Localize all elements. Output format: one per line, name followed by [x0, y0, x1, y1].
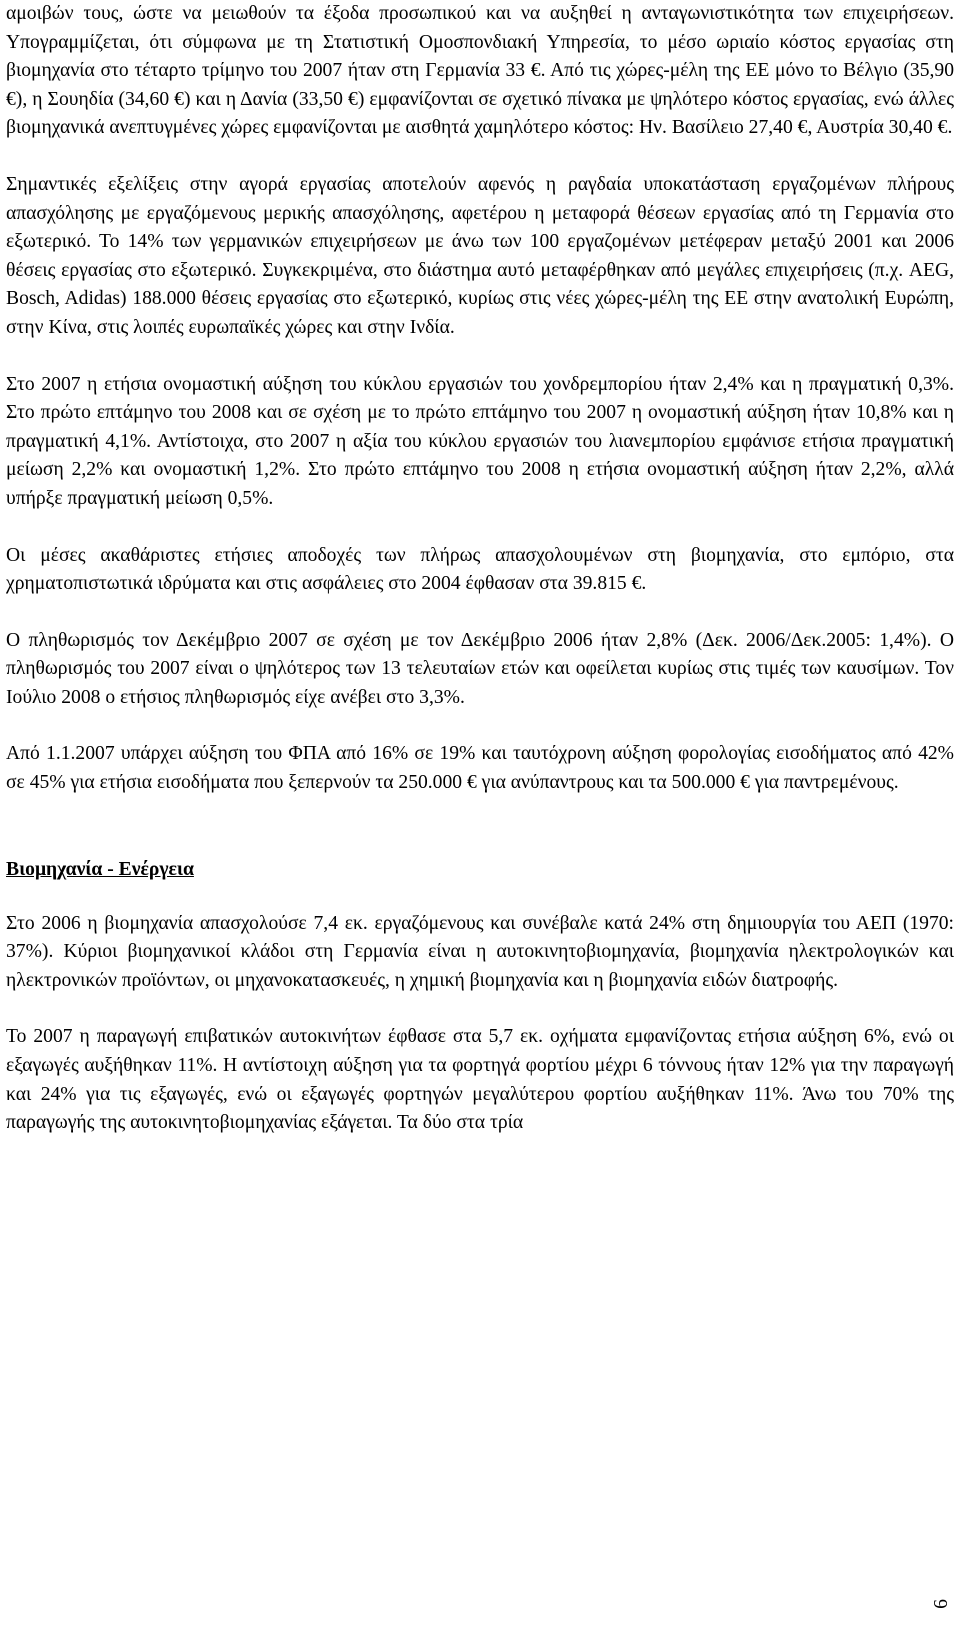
- page-number: 6: [931, 1599, 952, 1609]
- paragraph-gross-earnings: Οι μέσες ακαθάριστες ετήσιες αποδοχές των πλήρως απασχολουμένων στη βιομηχανία, στο εμπόριο, στα χρηματοπιστωτικά ιδρύματα και στις ασφάλειες στο 2004 έφθασαν στα 39.815 €.: [6, 544, 954, 595]
- paragraph-labor-costs: αμοιβών τους, ώστε να μειωθούν τα έξοδα προσωπικού και να αυξηθεί η ανταγωνιστικότητα των επιχειρήσεων. Υπογραμμίζεται, ότι σύμφωνα με τη Στατιστική Ομοσπονδιακή Υπηρεσία, το μέσο ωριαίο κόστος εργασίας στη βιομηχανία στο τέταρτο τρίμηνο του 2007 ήταν στη Γερμανία 33 €. Από τις χώρες-μέλη της ΕΕ μόνο το Βέλγιο (35,90 €), η Σουηδία (34,60 €) και η Δανία (33,50 €) εμφανίζονται σε σχετικό πίνακα με ψηλότερο κόστος εργασίας, ενώ άλλες βιομηχανικά ανεπτυγμένες χώρες εμφανίζονται με αισθητά χαμηλότερο κόστος: Ην. Βασίλειο 27,40 €, Αυστρία 30,40 €.: [6, 3, 954, 139]
- document-page: [6, 0, 954, 1138]
- section-heading: Βιομηχανία - Ενέργεια: [6, 858, 194, 880]
- paragraph-labor-market: Σημαντικές εξελίξεις στην αγορά εργασίας αποτελούν αφενός η ραγδαία υποκατάσταση εργαζομένων πλήρους απασχόλησης με εργαζόμενους μερικής απασχόλησης, αφετέρου η μεταφορά θέσεων εργασίας από τη Γερμανία στο εξωτερικό. Το 14% των γερμανικών επιχειρήσεων με άνω των 100 εργαζομένων μετέφεραν μεταξύ 2001 και 2006 θέσεις εργασίας στο εξωτερικό. Συγκεκριμένα, στο διάστημα αυτό μεταφέρθηκαν από μεγάλες επιχειρήσεις (π.χ. AEG, Bosch, Adidas) 188.000 θέσεις εργασίας στο εξωτερικό, κυρίως στις νέες χώρες-μέλη της ΕΕ στην ανατολική Ευρώπη, στην Κίνα, στις λοιπές ευρωπαϊκές χώρες και στην Ινδία.: [6, 173, 954, 338]
- paragraph-vat: Από 1.1.2007 υπάρχει αύξηση του ΦΠΑ από 16% σε 19% και ταυτόχρονη αύξηση φορολογίας εισοδήματος από 42% σε 45% για ετήσια εισοδήματα που ξεπερνούν τα 250.000 € για ανύπαντρους και τα 500.000 € για παντρεμένους.: [6, 743, 954, 794]
- paragraph-automotive: Το 2007 η παραγωγή επιβατικών αυτοκινήτων έφθασε στα 5,7 εκ. οχήματα εμφανίζοντας ετήσια αύξηση 6%, ενώ οι εξαγωγές αυξήθηκαν 11%. Η αντίστοιχη αύξηση για τα φορτηγά φορτίου μέχρι 6 τόννους ήταν 12% για την παραγωγή και 24% για τις εξαγωγές, ενώ οι εξαγωγές φορτηγών μεγαλύτερου φορτίου αυξήθηκαν 11%. Άνω του 70% της παραγωγής της αυτοκινητοβιομηχανίας εξάγεται. Τα δύο στα τρία: [6, 1026, 954, 1134]
- paragraph-inflation: Ο πληθωρισμός τον Δεκέμβριο 2007 σε σχέση με τον Δεκέμβριο 2006 ήταν 2,8% (Δεκ. 2006/Δεκ.2005: 1,4%). Ο πληθωρισμός του 2007 είναι ο ψηλότερος των 13 τελευταίων ετών και οφείλεται κυρίως στις τιμές των καυσίμων. Τον Ιούλιο 2008 ο ετήσιος πληθωρισμός είχε ανέβει στο 3,3%.: [6, 629, 954, 708]
- paragraph-trade-turnover: Στο 2007 η ετήσια ονομαστική αύξηση του κύκλου εργασιών του χονδρεμπορίου ήταν 2,4% και η πραγματική 0,3%. Στο πρώτο επτάμηνο του 2008 και σε σχέση με το πρώτο επτάμηνο του 2007 η ονομαστική αύξηση ήταν 10,8% και η πραγματική 4,1%. Αντίστοιχα, στο 2007 η αξία του κύκλου εργασιών του λιανεμπορίου εμφάνισε ετήσια πραγματική μείωση 2,2% και ονομαστική 1,2%. Στο πρώτο επτάμηνο του 2008 η ετήσια ονομαστική αύξηση ήταν 2,2%, αλλά υπήρξε πραγματική μείωση 0,5%.: [6, 373, 954, 509]
- paragraph-industry: Στο 2006 η βιομηχανία απασχολούσε 7,4 εκ. εργαζόμενους και συνέβαλε κατά 24% στη δημιουργία του ΑΕΠ (1970: 37%). Κύριοι βιομηχανικοί κλάδοι στη Γερμανία είναι η αυτοκινητοβιομηχανία, βιομηχανία ηλεκτρολογικών και ηλεκτρονικών προϊόντων, οι μηχανοκατασκευές, η χημική βιομηχανία και η βιομηχανία ειδών διατροφής.: [6, 912, 954, 991]
